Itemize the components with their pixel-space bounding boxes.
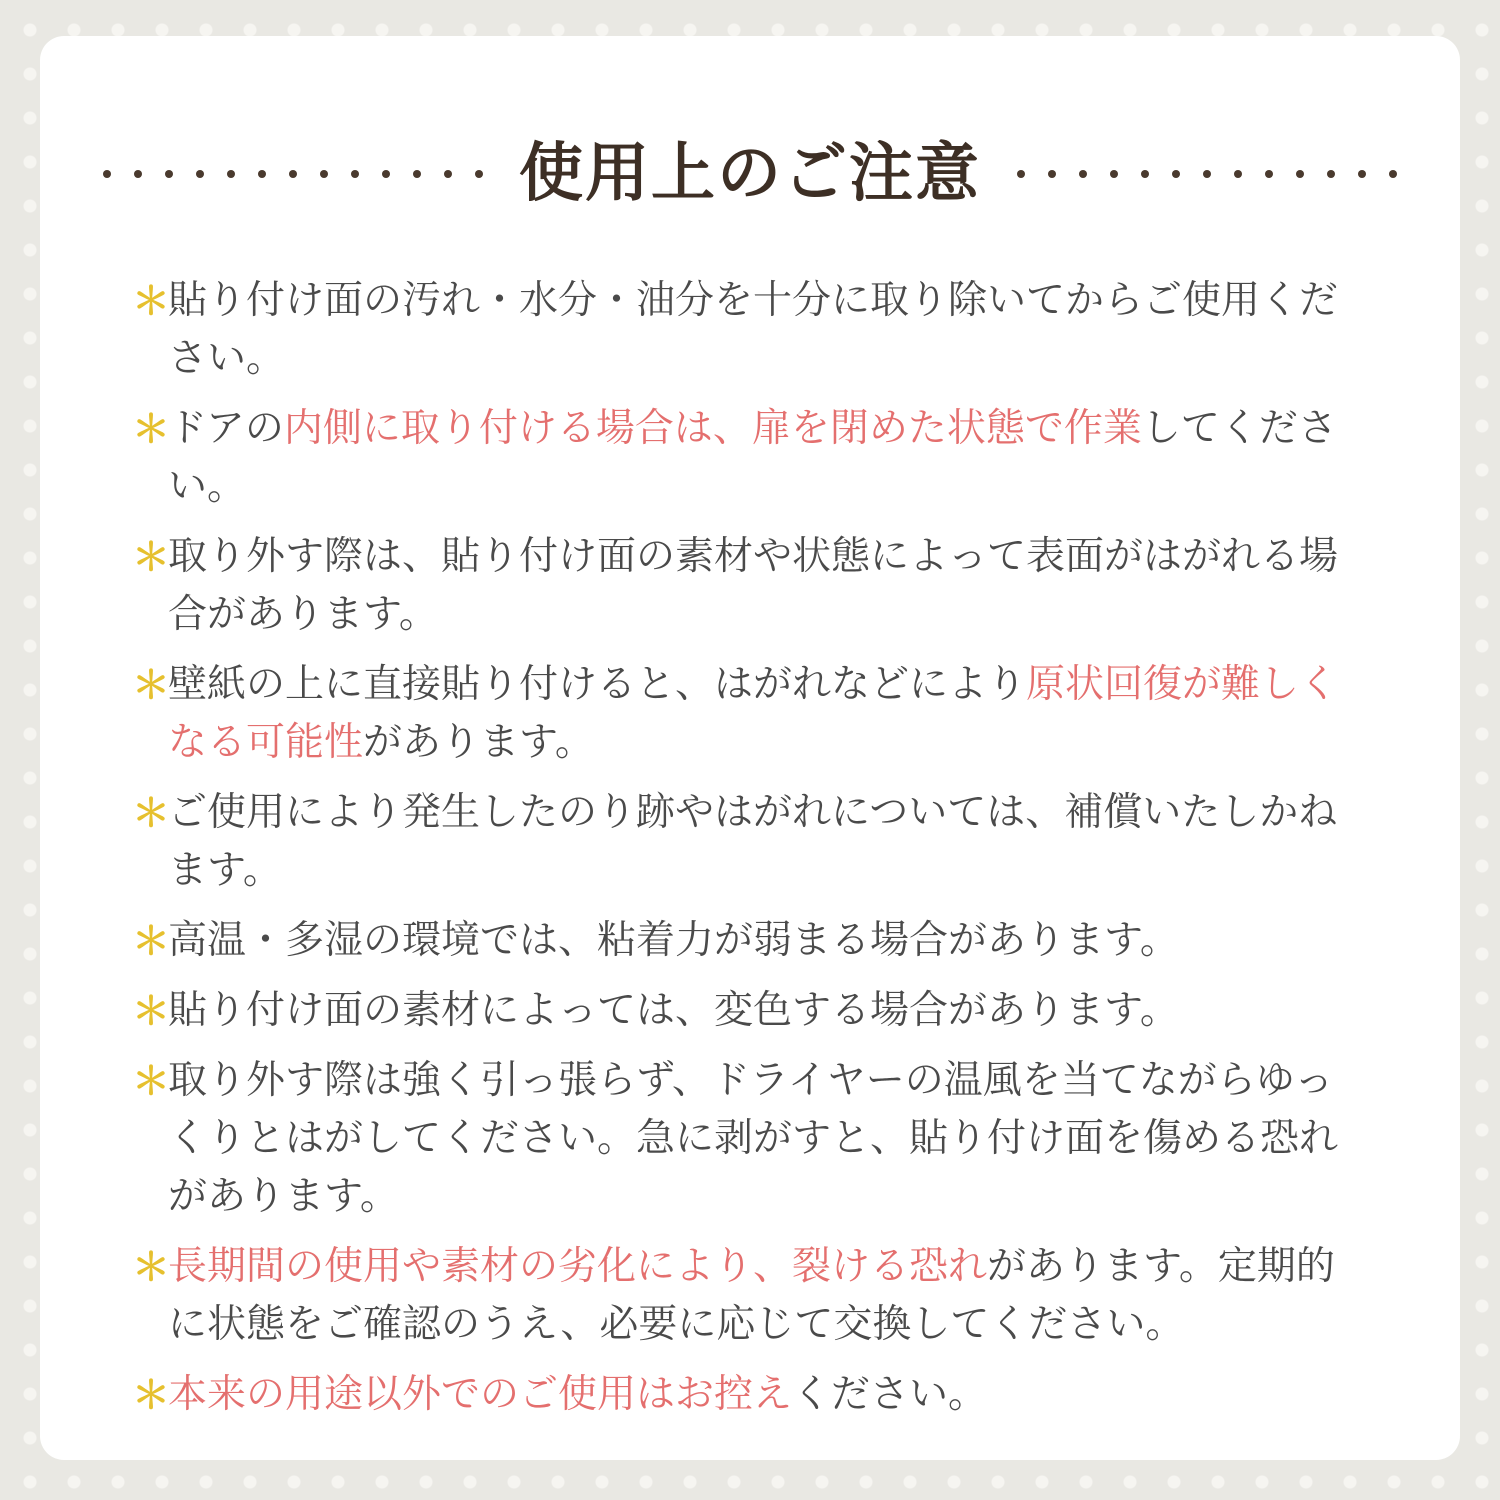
asterisk-bullet-icon: ＊ bbox=[132, 1245, 171, 1289]
divider-dot bbox=[165, 170, 173, 178]
asterisk-bullet-icon: ＊ bbox=[132, 919, 171, 963]
note-highlight-text: 長期間の使用や素材の劣化により、裂ける恐れ bbox=[168, 1244, 988, 1289]
divider-dot bbox=[134, 170, 142, 178]
asterisk-bullet-icon: ＊ bbox=[132, 663, 171, 707]
note-text: ご使用により発生したのり跡やはがれについては、補償いたしかねます。 bbox=[168, 790, 1338, 893]
note-item bbox=[132, 784, 1362, 900]
divider-dot bbox=[1358, 170, 1366, 178]
note-text: があります。定期的に状態をご確認のうえ、必要に応じて交換してください。 bbox=[168, 1244, 1335, 1347]
divider-dot bbox=[1048, 170, 1056, 178]
note-item bbox=[132, 528, 1362, 644]
divider-dot bbox=[1172, 170, 1180, 178]
note-text: ください。 bbox=[792, 1372, 988, 1417]
asterisk-bullet-icon: ＊ bbox=[132, 279, 171, 323]
note-text: 貼り付け面の汚れ・水分・油分を十分に取り除いてからご使用ください。 bbox=[168, 278, 1339, 381]
left-dot-divider bbox=[103, 170, 483, 178]
divider-dot bbox=[320, 170, 328, 178]
notes-list bbox=[132, 272, 1362, 1436]
notice-card bbox=[40, 36, 1460, 1460]
note-highlight-text: 内側に取り付ける場合は、扉を閉めた状態で作業 bbox=[283, 406, 1142, 451]
divider-dot bbox=[382, 170, 390, 178]
divider-dot bbox=[413, 170, 421, 178]
page-title: 使用上のご注意 bbox=[519, 137, 981, 211]
divider-dot bbox=[1141, 170, 1149, 178]
title-row bbox=[40, 124, 1460, 224]
divider-dot bbox=[227, 170, 235, 178]
note-item bbox=[132, 1366, 1362, 1424]
note-item bbox=[132, 400, 1362, 516]
note-item bbox=[132, 912, 1362, 970]
divider-dot bbox=[1234, 170, 1242, 178]
asterisk-bullet-icon: ＊ bbox=[132, 791, 171, 835]
divider-dot bbox=[444, 170, 452, 178]
divider-dot bbox=[289, 170, 297, 178]
divider-dot bbox=[1265, 170, 1273, 178]
note-item bbox=[132, 656, 1362, 772]
note-item bbox=[132, 272, 1362, 388]
divider-dot bbox=[351, 170, 359, 178]
note-text: 貼り付け面の素材によっては、変色する場合があります。 bbox=[168, 988, 1179, 1033]
divider-dot bbox=[258, 170, 266, 178]
asterisk-bullet-icon: ＊ bbox=[132, 1373, 171, 1417]
note-text: 取り外す際は強く引っ張らず、ドライヤーの温風を当てながらゆっくりとはがしてください。急に剥がすと、貼り付け面を傷める恐れがあります。 bbox=[168, 1058, 1339, 1219]
right-dot-divider bbox=[1017, 170, 1397, 178]
asterisk-bullet-icon: ＊ bbox=[132, 535, 171, 579]
divider-dot bbox=[1327, 170, 1335, 178]
divider-dot bbox=[1079, 170, 1087, 178]
divider-dot bbox=[1110, 170, 1118, 178]
note-highlight-text: 原状回復が難しくなる可能性 bbox=[168, 662, 1339, 765]
asterisk-bullet-icon: ＊ bbox=[132, 407, 171, 451]
note-text: 高温・多湿の環境では、粘着力が弱まる場合があります。 bbox=[168, 918, 1179, 963]
divider-dot bbox=[1389, 170, 1397, 178]
divider-dot bbox=[196, 170, 204, 178]
divider-dot bbox=[103, 170, 111, 178]
note-text: があります。 bbox=[363, 720, 594, 765]
note-item bbox=[132, 1238, 1362, 1354]
divider-dot bbox=[1017, 170, 1025, 178]
divider-dot bbox=[1296, 170, 1304, 178]
divider-dot bbox=[475, 170, 483, 178]
note-highlight-text: 本来の用途以外でのご使用はお控え bbox=[168, 1372, 793, 1417]
divider-dot bbox=[1203, 170, 1211, 178]
note-item bbox=[132, 1052, 1362, 1226]
note-text: 壁紙の上に直接貼り付けると、はがれなどにより bbox=[168, 662, 1027, 707]
note-item bbox=[132, 982, 1362, 1040]
note-text: してください。 bbox=[168, 406, 1337, 509]
asterisk-bullet-icon: ＊ bbox=[132, 1059, 171, 1103]
asterisk-bullet-icon: ＊ bbox=[132, 989, 171, 1033]
note-text: 取り外す際は、貼り付け面の素材や状態によって表面がはがれる場合があります。 bbox=[168, 534, 1339, 637]
note-text: ドアの bbox=[168, 406, 284, 451]
